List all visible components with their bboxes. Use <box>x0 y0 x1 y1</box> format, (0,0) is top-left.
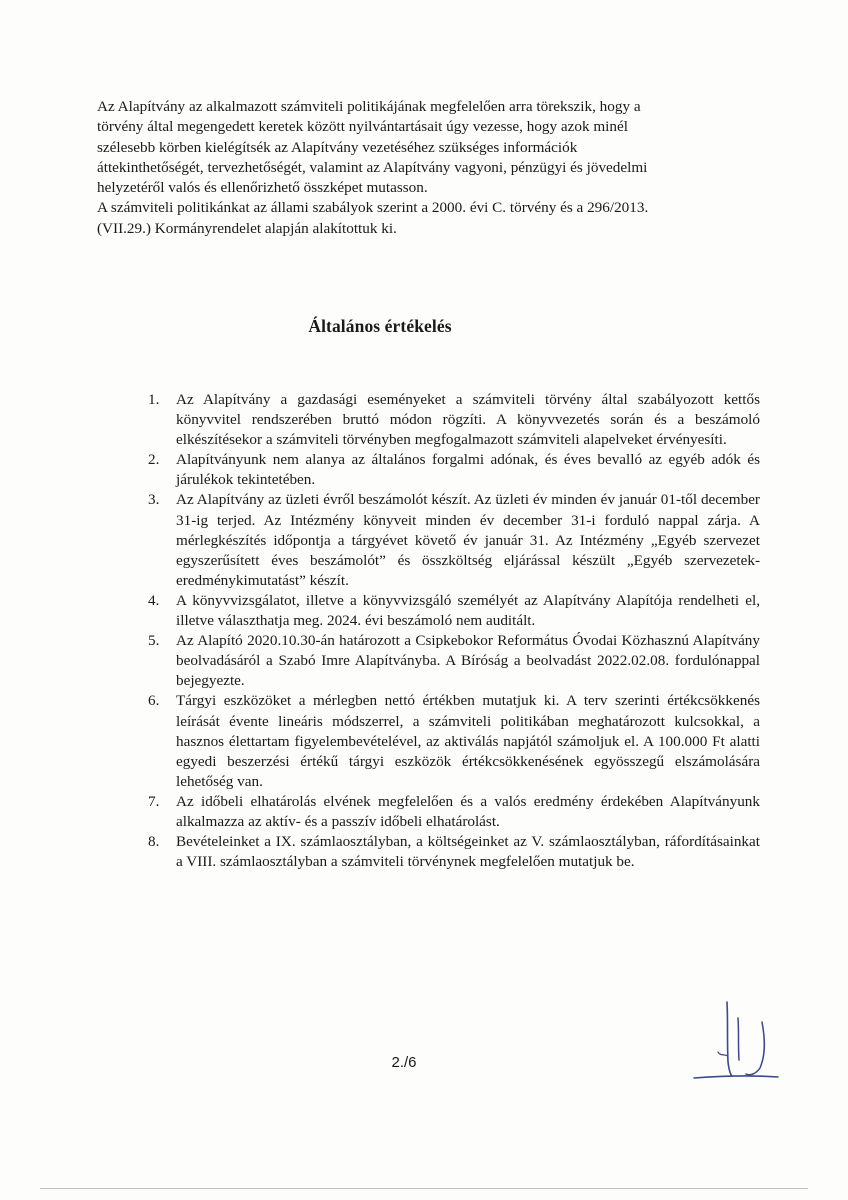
section-heading <box>0 316 848 337</box>
list-item-text: Az időbeli elhatárolás elvének megfelelően és a valós eredmény érdekében Alapítványunk alkalmazza az aktív- és a passzív időbeli elhatárolást. <box>176 792 760 830</box>
list-item-text: Az Alapító 2020.10.30-án határozott a Csipkebokor Református Óvodai Közhasznú Alapítvány beolvadásáról a Szabó Imre Alapítványba. A Bíróság a beolvadást 2022.02.08. fordulónappal bejegyezte. <box>176 632 760 690</box>
intro-line: szélesebb körben kielégítsék az Alapítvány vezetéséhez szükséges információk <box>97 138 578 156</box>
list-item <box>148 490 760 590</box>
intro-line: törvény által megengedett keretek között nyilvántartásait úgy vezesse, hogy azok minél <box>97 118 628 136</box>
page-number-text: 2./6 <box>391 1054 417 1071</box>
list-item <box>148 450 760 490</box>
list-item-text: Bevételeinket a IX. számlaosztályban, a költségeinket az V. számlaosztályban, ráfordításainkat a VIII. számlaosztályban a számviteli törvénynek megfelelően mutatjuk be. <box>176 833 760 871</box>
list-item <box>148 631 760 691</box>
page-bottom-edge <box>40 1188 808 1189</box>
intro-paragraph <box>97 97 762 239</box>
list-item-text: A könyvvizsgálatot, illetve a könyvvizsgáló személyét az Alapítvány Alapítója rendelheti el, illetve választhatja meg. 2024. évi beszámoló nem auditált. <box>176 591 760 630</box>
intro-line: (VII.29.) Kormányrendelet alapján alakítottuk ki. <box>97 219 397 237</box>
intro-line: A számviteli politikánkat az állami szabályok szerint a 2000. évi C. törvény és a 296/2013. <box>97 199 649 217</box>
list-item <box>148 390 760 450</box>
section-heading-text: Általános értékelés <box>308 316 452 336</box>
list-item-number: 8. <box>148 833 160 851</box>
list-item-text: Az Alapítvány az üzleti évről beszámolót készít. Az üzleti év minden év január 01-től december 31-ig terjed. Az Intézmény könyveit minden év december 31-i forduló nappal zárja. A mérlegkészítés időpontja a tárgyévet követő év január 31. Az Intézmény „Egyéb szervezet egyszerűsített éves beszámolót” és összköltség eljárással készült „Egyéb szervezetek-eredménykimutatást” készít. <box>176 491 760 589</box>
list-item <box>148 792 760 832</box>
list-item <box>148 832 760 872</box>
list-item-number: 4. <box>148 591 160 609</box>
list-item-number: 7. <box>148 792 160 810</box>
list-item <box>148 591 760 631</box>
intro-line: helyzetéről valós és ellenőrizhető összképet mutasson. <box>97 179 428 197</box>
intro-line: áttekinthetőségét, tervezhetőségét, valamint az Alapítvány vagyoni, pénzügyi és jövedelmi <box>97 158 648 176</box>
list-item-number: 2. <box>148 451 160 469</box>
numbered-list <box>148 390 760 872</box>
list-item-text: Tárgyi eszközöket a mérlegben nettó értékben mutatjuk ki. A terv szerinti értékcsökkenés leírását évente lineáris módszerrel, a számviteli politikában meghatározott kulcsokkal, a hasznos élettartam figyelembevételével, az aktiválás napjától számoljuk el. A 100.000 Ft alatti egyedi beszerzési értékű tárgyi eszközök értékcsökkenésének egyösszegű elszámolására lehetőség van. <box>176 692 760 790</box>
list-item-number: 5. <box>148 632 160 650</box>
handwritten-signature <box>690 996 780 1086</box>
list-item-number: 1. <box>148 391 160 408</box>
list-item <box>148 691 760 791</box>
list-item-text: Az Alapítvány a gazdasági eseményeket a számviteli törvény által szabályozott kettős könyvvitel rendszerében bruttó módon rögzíti. A könyvvezetés során és a beszámoló elkészítésekor a számviteli törvényben megfogalmazott számviteli alapelveket érvényesíti. <box>176 391 760 449</box>
intro-line: Az Alapítvány az alkalmazott számviteli politikájának megfelelően arra törekszik, hogy a <box>97 98 641 115</box>
list-item-number: 6. <box>148 692 160 710</box>
list-item-text: Alapítványunk nem alanya az általános forgalmi adónak, és éves bevalló az egyéb adók és járulékok tekintetében. <box>176 451 760 489</box>
list-item-number: 3. <box>148 491 160 509</box>
